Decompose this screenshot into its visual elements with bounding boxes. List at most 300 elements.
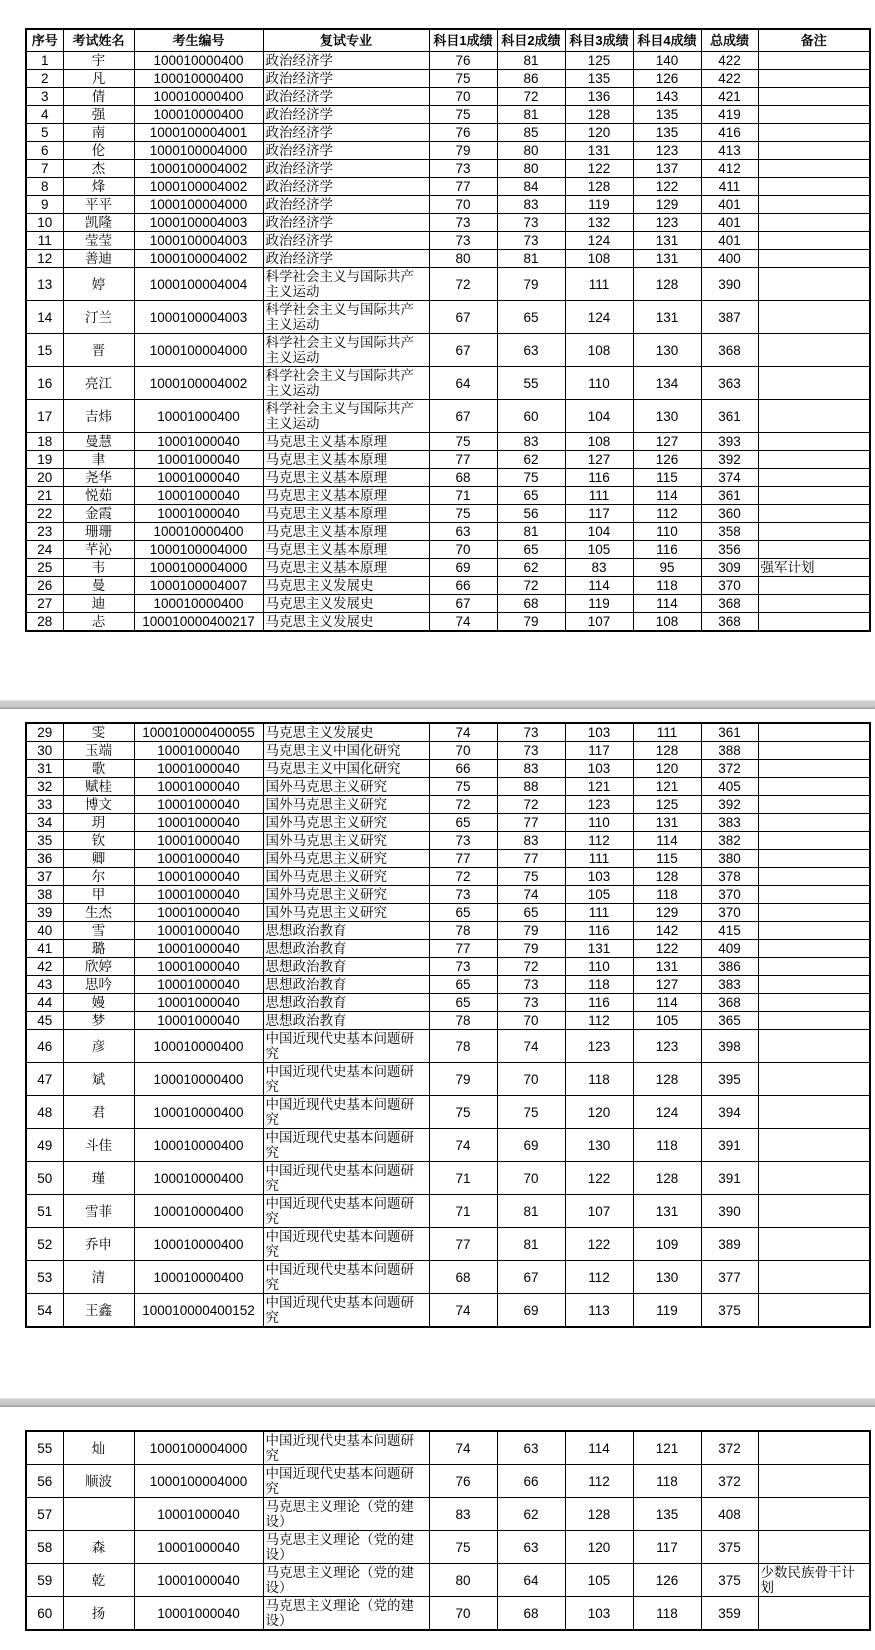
- subject2-score-cell: 63: [497, 1431, 565, 1465]
- candidate-id-cell: 100010000400152: [134, 1294, 263, 1328]
- major-cell: 政治经济学: [263, 52, 429, 70]
- total-score-cell: 360: [701, 505, 758, 523]
- subject1-score-cell: 77: [429, 940, 497, 958]
- score-table-page-3: [25, 1430, 871, 1631]
- table-row: [26, 160, 870, 178]
- major-cell: 思想政治教育: [263, 940, 429, 958]
- subject4-score-cell: 119: [633, 1294, 701, 1328]
- seq-cell: 60: [26, 1597, 63, 1631]
- subject2-score-cell: 70: [497, 1012, 565, 1030]
- name-cell: 尔: [63, 868, 134, 886]
- subject4-score-cell: 122: [633, 178, 701, 196]
- subject1-score-cell: 77: [429, 178, 497, 196]
- name-cell: 凯隆: [63, 214, 134, 232]
- subject3-score-cell: 127: [565, 451, 633, 469]
- subject2-score-cell: 63: [497, 334, 565, 367]
- subject4-score-cell: 109: [633, 1228, 701, 1261]
- total-score-cell: 393: [701, 433, 758, 451]
- name-cell: 亮江: [63, 367, 134, 400]
- subject2-score-cell: 70: [497, 1162, 565, 1195]
- subject3-score-cell: 119: [565, 595, 633, 613]
- note-cell: [758, 160, 870, 178]
- subject2-score-cell: 77: [497, 850, 565, 868]
- subject1-score-cell: 65: [429, 976, 497, 994]
- candidate-id-cell: 100010000400: [134, 523, 263, 541]
- total-score-cell: 358: [701, 523, 758, 541]
- seq-cell: 19: [26, 451, 63, 469]
- subject4-score-cell: 108: [633, 613, 701, 632]
- subject3-score-cell: 113: [565, 1294, 633, 1328]
- candidate-id-cell: 10001000040: [134, 922, 263, 940]
- note-cell: [758, 904, 870, 922]
- subject1-score-cell: 76: [429, 124, 497, 142]
- subject3-score-cell: 107: [565, 1195, 633, 1228]
- seq-cell: 5: [26, 124, 63, 142]
- major-cell: 中国近现代史基本问题研究: [263, 1162, 429, 1195]
- subject1-score-cell: 74: [429, 1294, 497, 1328]
- subject3-score-cell: 117: [565, 505, 633, 523]
- subject2-score-cell: 65: [497, 301, 565, 334]
- subject2-score-cell: 62: [497, 451, 565, 469]
- name-cell: 玥: [63, 814, 134, 832]
- note-cell: [758, 1195, 870, 1228]
- subject4-score-cell: 129: [633, 196, 701, 214]
- seq-cell: 9: [26, 196, 63, 214]
- subject1-score-cell: 76: [429, 1465, 497, 1498]
- total-score-cell: 368: [701, 595, 758, 613]
- name-cell: [63, 1498, 134, 1531]
- total-score-cell: 368: [701, 334, 758, 367]
- subject1-score-cell: 75: [429, 433, 497, 451]
- major-cell: 马克思主义基本原理: [263, 433, 429, 451]
- note-cell: [758, 595, 870, 613]
- name-cell: 扬: [63, 1597, 134, 1631]
- subject1-score-cell: 64: [429, 367, 497, 400]
- subject3-score-cell: 132: [565, 214, 633, 232]
- note-cell: [758, 541, 870, 559]
- subject1-score-cell: 79: [429, 1063, 497, 1096]
- major-cell: 中国近现代史基本问题研究: [263, 1261, 429, 1294]
- note-cell: [758, 1431, 870, 1465]
- seq-cell: 45: [26, 1012, 63, 1030]
- candidate-id-cell: 1000100004000: [134, 559, 263, 577]
- note-cell: [758, 334, 870, 367]
- subject3-score-cell: 117: [565, 742, 633, 760]
- subject3-score-cell: 128: [565, 106, 633, 124]
- table-row: [26, 250, 870, 268]
- total-score-cell: 359: [701, 1597, 758, 1631]
- subject4-score-cell: 122: [633, 940, 701, 958]
- table-row: [26, 142, 870, 160]
- subject2-score-cell: 56: [497, 505, 565, 523]
- subject4-score-cell: 95: [633, 559, 701, 577]
- seq-cell: 43: [26, 976, 63, 994]
- subject3-score-cell: 116: [565, 994, 633, 1012]
- name-cell: 顺波: [63, 1465, 134, 1498]
- table-row: [26, 487, 870, 505]
- subject2-score-cell: 86: [497, 70, 565, 88]
- major-cell: 中国近现代史基本问题研究: [263, 1030, 429, 1063]
- major-cell: 思想政治教育: [263, 958, 429, 976]
- subject3-score-cell: 111: [565, 904, 633, 922]
- subject3-score-cell: 107: [565, 613, 633, 632]
- name-cell: 灿: [63, 1431, 134, 1465]
- subject3-score-cell: 103: [565, 868, 633, 886]
- note-cell: [758, 1498, 870, 1531]
- subject1-score-cell: 65: [429, 904, 497, 922]
- subject2-score-cell: 65: [497, 904, 565, 922]
- total-score-cell: 370: [701, 886, 758, 904]
- major-cell: 马克思主义基本原理: [263, 451, 429, 469]
- total-score-cell: 422: [701, 52, 758, 70]
- subject2-score-cell: 85: [497, 124, 565, 142]
- note-cell: [758, 723, 870, 742]
- seq-cell: 37: [26, 868, 63, 886]
- subject3-score-cell: 108: [565, 334, 633, 367]
- candidate-id-cell: 100010000400055: [134, 723, 263, 742]
- subject2-score-cell: 83: [497, 760, 565, 778]
- subject1-score-cell: 71: [429, 1195, 497, 1228]
- total-score-cell: 375: [701, 1531, 758, 1564]
- subject3-score-cell: 116: [565, 922, 633, 940]
- note-cell: [758, 469, 870, 487]
- candidate-id-cell: 1000100004001: [134, 124, 263, 142]
- subject4-score-cell: 140: [633, 52, 701, 70]
- subject2-score-cell: 63: [497, 1531, 565, 1564]
- major-cell: 思想政治教育: [263, 976, 429, 994]
- subject3-score-cell: 111: [565, 268, 633, 301]
- name-cell: 吉炜: [63, 400, 134, 433]
- seq-cell: 35: [26, 832, 63, 850]
- note-cell: [758, 958, 870, 976]
- name-cell: 尧华: [63, 469, 134, 487]
- subject1-score-cell: 73: [429, 160, 497, 178]
- table-row: [26, 850, 870, 868]
- major-cell: 政治经济学: [263, 196, 429, 214]
- subject4-score-cell: 114: [633, 595, 701, 613]
- subject2-score-cell: 72: [497, 88, 565, 106]
- table-row: [26, 433, 870, 451]
- candidate-id-cell: 100010000400: [134, 1063, 263, 1096]
- subject1-score-cell: 79: [429, 142, 497, 160]
- note-cell: [758, 1129, 870, 1162]
- name-cell: 悦茹: [63, 487, 134, 505]
- name-cell: 强: [63, 106, 134, 124]
- table-row: [26, 1498, 870, 1531]
- subject1-score-cell: 73: [429, 232, 497, 250]
- candidate-id-cell: 1000100004002: [134, 178, 263, 196]
- note-cell: [758, 850, 870, 868]
- subject1-score-cell: 63: [429, 523, 497, 541]
- candidate-id-cell: 100010000400: [134, 88, 263, 106]
- major-cell: 政治经济学: [263, 124, 429, 142]
- subject2-score-cell: 83: [497, 832, 565, 850]
- subject1-score-cell: 76: [429, 52, 497, 70]
- note-cell: [758, 367, 870, 400]
- candidate-id-cell: 10001000040: [134, 469, 263, 487]
- note-cell: 少数民族骨干计划: [758, 1564, 870, 1597]
- subject4-score-cell: 114: [633, 487, 701, 505]
- table-row: [26, 994, 870, 1012]
- total-score-cell: 387: [701, 301, 758, 334]
- subject3-score-cell: 131: [565, 940, 633, 958]
- subject4-score-cell: 135: [633, 124, 701, 142]
- subject3-score-cell: 103: [565, 1597, 633, 1631]
- name-cell: 璐: [63, 940, 134, 958]
- name-cell: 杰: [63, 160, 134, 178]
- subject2-score-cell: 73: [497, 232, 565, 250]
- total-score-cell: 401: [701, 214, 758, 232]
- name-cell: 梦: [63, 1012, 134, 1030]
- subject2-score-cell: 65: [497, 487, 565, 505]
- subject3-score-cell: 105: [565, 1564, 633, 1597]
- subject4-score-cell: 125: [633, 796, 701, 814]
- note-cell: [758, 70, 870, 88]
- note-cell: [758, 400, 870, 433]
- subject3-score-cell: 108: [565, 250, 633, 268]
- subject1-score-cell: 75: [429, 1531, 497, 1564]
- candidate-id-cell: 100010000400: [134, 1195, 263, 1228]
- table-row: [26, 1162, 870, 1195]
- table-row: [26, 106, 870, 124]
- table-row: [26, 1564, 870, 1597]
- candidate-id-cell: 100010000400: [134, 106, 263, 124]
- total-score-cell: 389: [701, 1228, 758, 1261]
- subject2-score-cell: 88: [497, 778, 565, 796]
- subject1-score-cell: 77: [429, 451, 497, 469]
- name-cell: 斗佳: [63, 1129, 134, 1162]
- table-row: [26, 958, 870, 976]
- major-cell: 马克思主义理论（党的建设）: [263, 1564, 429, 1597]
- seq-cell: 16: [26, 367, 63, 400]
- subject1-score-cell: 66: [429, 760, 497, 778]
- seq-cell: 59: [26, 1564, 63, 1597]
- subject2-score-cell: 80: [497, 160, 565, 178]
- subject4-score-cell: 128: [633, 268, 701, 301]
- subject2-score-cell: 72: [497, 577, 565, 595]
- total-score-cell: 380: [701, 850, 758, 868]
- note-cell: [758, 250, 870, 268]
- subject4-score-cell: 118: [633, 886, 701, 904]
- subject4-score-cell: 131: [633, 958, 701, 976]
- note-cell: [758, 88, 870, 106]
- subject1-score-cell: 67: [429, 334, 497, 367]
- major-cell: 科学社会主义与国际共产主义运动: [263, 301, 429, 334]
- seq-cell: 13: [26, 268, 63, 301]
- subject1-score-cell: 73: [429, 832, 497, 850]
- subject1-score-cell: 65: [429, 814, 497, 832]
- total-score-cell: 378: [701, 868, 758, 886]
- total-score-cell: 375: [701, 1294, 758, 1328]
- major-cell: 马克思主义理论（党的建设）: [263, 1498, 429, 1531]
- subject4-score-cell: 112: [633, 505, 701, 523]
- name-cell: 森: [63, 1531, 134, 1564]
- subject1-score-cell: 74: [429, 613, 497, 632]
- name-cell: 宇: [63, 52, 134, 70]
- total-score-cell: 422: [701, 70, 758, 88]
- seq-cell: 11: [26, 232, 63, 250]
- note-cell: [758, 124, 870, 142]
- subject2-score-cell: 81: [497, 1228, 565, 1261]
- candidate-id-cell: 100010000400217: [134, 613, 263, 632]
- subject2-score-cell: 81: [497, 52, 565, 70]
- subject3-score-cell: 112: [565, 832, 633, 850]
- subject4-score-cell: 128: [633, 742, 701, 760]
- major-cell: 中国近现代史基本问题研究: [263, 1195, 429, 1228]
- subject1-score-cell: 72: [429, 868, 497, 886]
- candidate-id-cell: 1000100004002: [134, 250, 263, 268]
- seq-cell: 4: [26, 106, 63, 124]
- subject3-score-cell: 130: [565, 1129, 633, 1162]
- major-cell: 思想政治教育: [263, 1012, 429, 1030]
- name-cell: 雯: [63, 723, 134, 742]
- total-score-cell: 392: [701, 451, 758, 469]
- table-row: [26, 796, 870, 814]
- major-cell: 马克思主义发展史: [263, 613, 429, 632]
- subject3-score-cell: 118: [565, 976, 633, 994]
- name-cell: 曼: [63, 577, 134, 595]
- subject1-score-cell: 75: [429, 505, 497, 523]
- major-cell: 马克思主义发展史: [263, 577, 429, 595]
- seq-cell: 25: [26, 559, 63, 577]
- note-cell: [758, 868, 870, 886]
- candidate-id-cell: 100010000400: [134, 595, 263, 613]
- total-score-cell: 390: [701, 1195, 758, 1228]
- subject3-score-cell: 128: [565, 178, 633, 196]
- table-row: [26, 301, 870, 334]
- note-cell: [758, 1063, 870, 1096]
- page-break-band-2: [0, 1398, 875, 1407]
- name-cell: 凡: [63, 70, 134, 88]
- table-row: [26, 595, 870, 613]
- note-cell: [758, 994, 870, 1012]
- note-cell: [758, 940, 870, 958]
- subject3-score-cell: 108: [565, 433, 633, 451]
- major-cell: 马克思主义基本原理: [263, 487, 429, 505]
- table-row: [26, 523, 870, 541]
- subject2-score-cell: 77: [497, 814, 565, 832]
- subject2-score-cell: 75: [497, 868, 565, 886]
- name-cell: 博文: [63, 796, 134, 814]
- seq-cell: 47: [26, 1063, 63, 1096]
- name-cell: 金霞: [63, 505, 134, 523]
- candidate-id-cell: 1000100004000: [134, 196, 263, 214]
- subject1-score-cell: 78: [429, 1030, 497, 1063]
- seq-cell: 15: [26, 334, 63, 367]
- subject2-score-cell: 83: [497, 196, 565, 214]
- subject4-score-cell: 121: [633, 778, 701, 796]
- subject1-score-cell: 67: [429, 400, 497, 433]
- subject3-score-cell: 122: [565, 1162, 633, 1195]
- subject4-score-cell: 130: [633, 400, 701, 433]
- subject2-score-cell: 72: [497, 796, 565, 814]
- subject1-score-cell: 75: [429, 778, 497, 796]
- note-cell: [758, 814, 870, 832]
- subject4-score-cell: 116: [633, 541, 701, 559]
- total-score-cell: 401: [701, 232, 758, 250]
- table-row: [26, 976, 870, 994]
- total-score-cell: 370: [701, 577, 758, 595]
- seq-cell: 58: [26, 1531, 63, 1564]
- candidate-id-cell: 10001000040: [134, 778, 263, 796]
- candidate-id-cell: 10001000040: [134, 1564, 263, 1597]
- subject4-score-cell: 121: [633, 1431, 701, 1465]
- candidate-id-cell: 10001000040: [134, 886, 263, 904]
- subject4-score-cell: 131: [633, 1195, 701, 1228]
- major-cell: 国外马克思主义研究: [263, 778, 429, 796]
- seq-cell: 48: [26, 1096, 63, 1129]
- subject3-score-cell: 121: [565, 778, 633, 796]
- note-cell: [758, 196, 870, 214]
- subject3-score-cell: 111: [565, 487, 633, 505]
- note-cell: [758, 1531, 870, 1564]
- subject1-score-cell: 70: [429, 88, 497, 106]
- subject4-score-cell: 127: [633, 976, 701, 994]
- name-cell: 善迪: [63, 250, 134, 268]
- subject1-score-cell: 70: [429, 541, 497, 559]
- major-cell: 中国近现代史基本问题研究: [263, 1228, 429, 1261]
- total-score-cell: 372: [701, 1431, 758, 1465]
- major-cell: 马克思主义发展史: [263, 595, 429, 613]
- subject2-score-cell: 81: [497, 523, 565, 541]
- major-cell: 中国近现代史基本问题研究: [263, 1096, 429, 1129]
- note-cell: [758, 232, 870, 250]
- name-cell: 珊珊: [63, 523, 134, 541]
- subject3-score-cell: 124: [565, 232, 633, 250]
- subject1-score-cell: 72: [429, 268, 497, 301]
- subject1-score-cell: 80: [429, 250, 497, 268]
- seq-cell: 8: [26, 178, 63, 196]
- subject2-score-cell: 81: [497, 250, 565, 268]
- table-row: [26, 451, 870, 469]
- seq-cell: 46: [26, 1030, 63, 1063]
- major-cell: 政治经济学: [263, 70, 429, 88]
- seq-cell: 38: [26, 886, 63, 904]
- subject3-score-cell: 119: [565, 196, 633, 214]
- table-row: [26, 1465, 870, 1498]
- total-score-cell: 412: [701, 160, 758, 178]
- subject1-score-cell: 73: [429, 214, 497, 232]
- subject1-score-cell: 80: [429, 1564, 497, 1597]
- subject3-score-cell: 104: [565, 523, 633, 541]
- seq-cell: 56: [26, 1465, 63, 1498]
- name-cell: 雪: [63, 922, 134, 940]
- table-row: [26, 1597, 870, 1631]
- subject4-score-cell: 127: [633, 433, 701, 451]
- note-cell: [758, 106, 870, 124]
- candidate-id-cell: 10001000040: [134, 976, 263, 994]
- total-score-cell: 413: [701, 142, 758, 160]
- subject3-score-cell: 128: [565, 1498, 633, 1531]
- major-cell: 中国近现代史基本问题研究: [263, 1465, 429, 1498]
- table-row: [26, 124, 870, 142]
- major-cell: 中国近现代史基本问题研究: [263, 1129, 429, 1162]
- seq-cell: 30: [26, 742, 63, 760]
- subject4-score-cell: 118: [633, 1129, 701, 1162]
- candidate-id-cell: 10001000040: [134, 904, 263, 922]
- total-score-cell: 401: [701, 196, 758, 214]
- candidate-id-cell: 1000100004000: [134, 1431, 263, 1465]
- seq-cell: 1: [26, 52, 63, 70]
- column-header-subject3-score-cell: 科目3成绩: [565, 29, 633, 52]
- subject4-score-cell: 130: [633, 1261, 701, 1294]
- score-table-page-1: [25, 28, 871, 632]
- note-cell: [758, 976, 870, 994]
- subject4-score-cell: 129: [633, 904, 701, 922]
- subject2-score-cell: 79: [497, 613, 565, 632]
- major-cell: 马克思主义理论（党的建设）: [263, 1531, 429, 1564]
- subject3-score-cell: 112: [565, 1465, 633, 1498]
